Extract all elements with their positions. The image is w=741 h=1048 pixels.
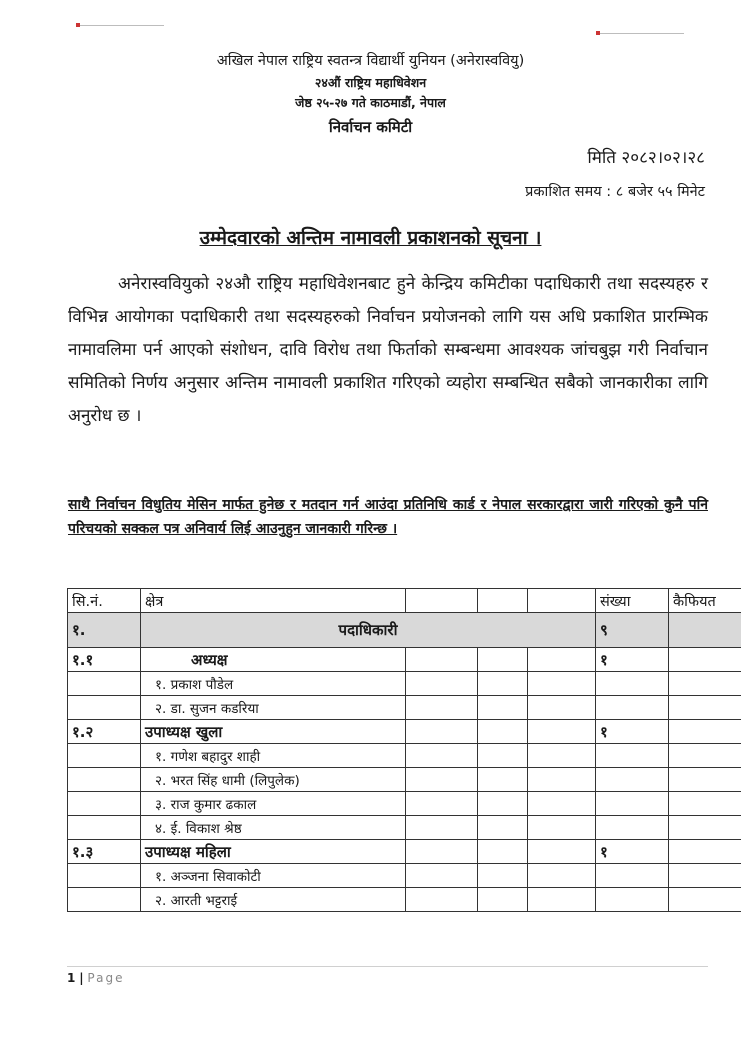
marker-icon: [76, 23, 80, 27]
candidate-row: [68, 768, 741, 792]
organization-name: अखिल नेपाल राष्ट्रिय स्वतन्त्र विद्यार्थी युनियन (अनेरास्ववियु): [216, 53, 525, 69]
candidate-row: [68, 816, 741, 840]
header-count: संख्या: [596, 589, 669, 613]
convention-name: २४औं राष्ट्रिय महाधिवेशन: [314, 75, 427, 90]
group-label: अध्यक्ष: [141, 648, 406, 672]
document-date: मिति २०८२।०२।२८: [587, 148, 705, 168]
section-row: [68, 613, 741, 648]
voting-notice: साथै निर्वाचन विधुतिय मेसिन मार्फत हुनेछ र मतदान गर्न आउंदा प्रतिनिधि कार्ड र नेपाल सरकारद्वारा जारी गरिएको कुनै पनि परिचयको सक्कल पत्र अनिवार्य लिई आउनुहुन जानकारी गरिन्छ ।: [68, 497, 708, 537]
committee-name: निर्वाचन कमिटी: [328, 118, 413, 136]
notice-title: उम्मेदवारको अन्तिम नामावली प्रकाशनको सूचना ।: [199, 227, 542, 249]
section-label: पदाधिकारी: [141, 613, 596, 648]
group-count: १: [596, 840, 669, 864]
page-footer: [67, 971, 124, 985]
candidate-name: २. आरती भट्टराई: [141, 888, 406, 912]
candidate-name: १. अञ्जना सिवाकोटी: [141, 864, 406, 888]
section-sn: १.: [68, 613, 141, 648]
section-count: ९: [596, 613, 669, 648]
candidate-row: [68, 672, 741, 696]
marker-icon: [596, 31, 600, 35]
group-label: उपाध्यक्ष खुला: [141, 720, 406, 744]
notice-paragraph: अनेरास्ववियुको २४औ राष्ट्रिय महाधिवेशनबाट हुने केन्द्रिय कमिटीका पदाधिकारी तथा सदस्यहरु र विभिन्न आयोगका पदाधिकारी तथा सदस्यहरुको निर्वाचन प्रयोजनको लागि यस अधि प्रकाशित प्रारम्भिक नामावलिमा पर्न आएको संशोधन, दावि विरोध तथा फिर्ताको सम्बन्धमा आवश्यक जांचबुझ गरी निर्वाचान समितिको निर्णय अनुसार अन्तिम नामावली प्रकाशित गरिएको व्यहोरा सम्बन्धित सबैको जानकारीका लागि अनुरोध छ ।: [68, 274, 708, 426]
candidate-name: २. भरत सिंह धामी (लिपुलेक): [141, 768, 406, 792]
group-row: [68, 840, 741, 864]
candidate-name: ४. ई. विकाश श्रेष्ठ: [141, 816, 406, 840]
candidate-row: [68, 864, 741, 888]
group-row: [68, 648, 741, 672]
candidate-row: [68, 888, 741, 912]
table-header-row: [68, 589, 741, 613]
footer-divider: [67, 966, 708, 967]
candidate-name: १. प्रकाश पौडेल: [141, 672, 406, 696]
candidate-table: [67, 588, 741, 912]
header-sn: सि.नं.: [68, 589, 141, 613]
published-time: प्रकाशित समय : ८ बजेर ५५ मिनेट: [525, 184, 705, 200]
header-remarks: कैफियत: [669, 589, 741, 613]
group-row: [68, 720, 741, 744]
group-count: १: [596, 648, 669, 672]
placeholder-mark-right: [596, 33, 684, 34]
placeholder-mark-left: [76, 25, 164, 26]
candidate-row: [68, 744, 741, 768]
candidate-row: [68, 792, 741, 816]
group-sn: १.३: [68, 840, 141, 864]
candidate-name: २. डा. सुजन कडरिया: [141, 696, 406, 720]
page-label: Page: [87, 971, 125, 985]
page-number: 1: [67, 971, 76, 985]
group-sn: १.१: [68, 648, 141, 672]
footer-separator: |: [79, 971, 84, 985]
group-sn: १.२: [68, 720, 141, 744]
group-count: १: [596, 720, 669, 744]
candidate-row: [68, 696, 741, 720]
convention-place: जेष्ठ २५-२७ गते काठमाडौं, नेपाल: [295, 95, 446, 110]
candidate-name: ३. राज कुमार ढकाल: [141, 792, 406, 816]
group-label: उपाध्यक्ष महिला: [141, 840, 406, 864]
header-area: क्षेत्र: [141, 589, 406, 613]
candidate-name: १. गणेश बहादुर शाही: [141, 744, 406, 768]
